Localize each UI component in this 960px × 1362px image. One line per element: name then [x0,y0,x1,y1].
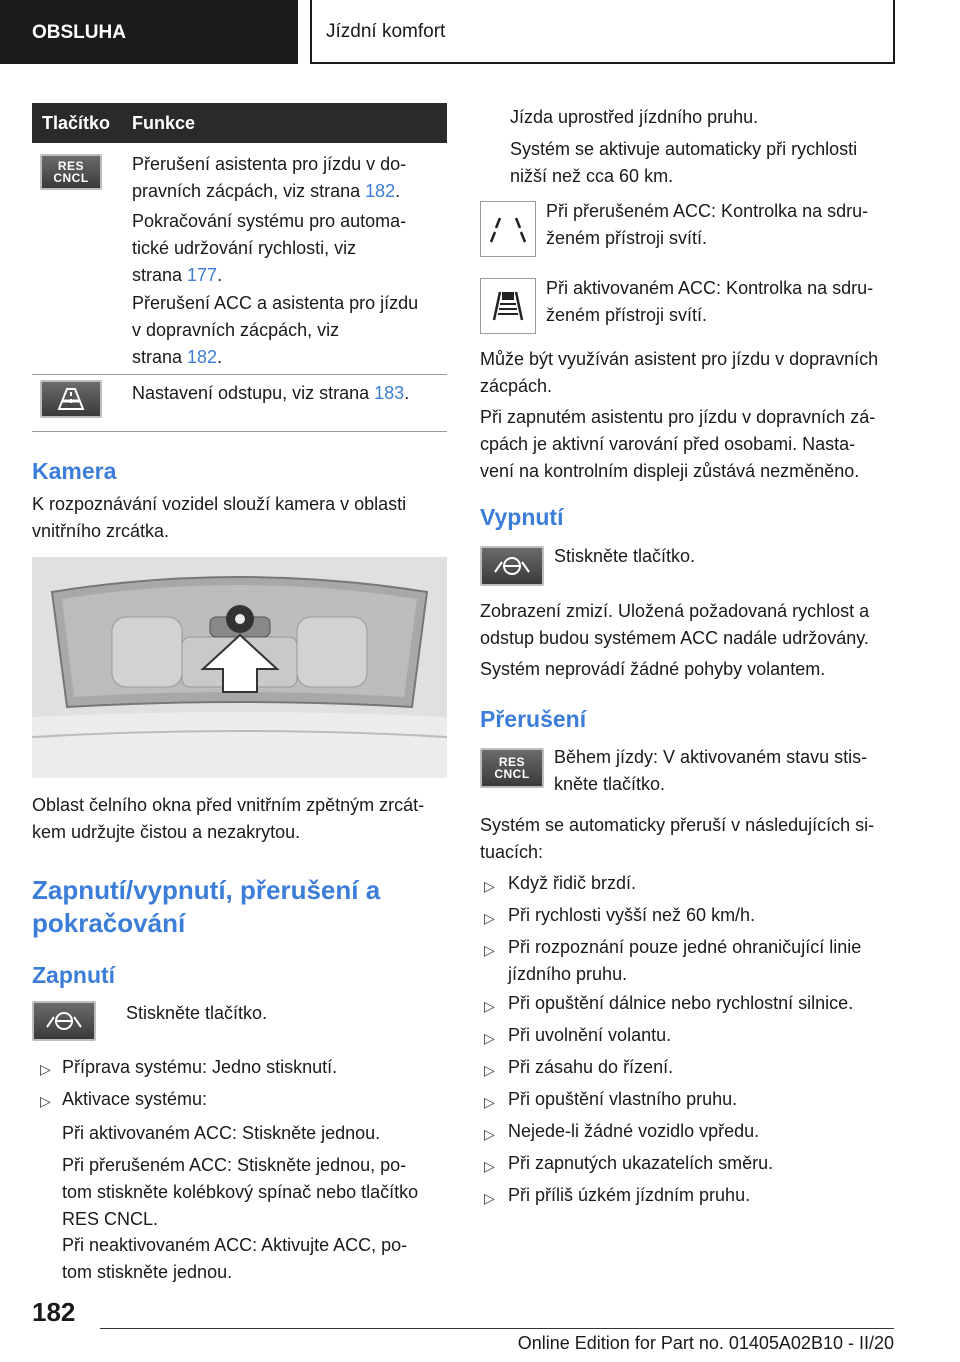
acc-on-button-icon [32,1001,96,1041]
edition-note: Online Edition for Part no. 01405A02B10 - II/20 [517,1333,894,1353]
warning-line: cpách je aktivní varování před osobami. Nasta- [480,434,856,454]
lane-center-text: Jízda uprostřed jízdního pruhu. [510,107,759,127]
res-cncl-button-icon [40,154,102,190]
auto-line: Systém se aktivuje automaticky při rychlosti [510,139,858,159]
row1-line: tické udržování rychlosti, viz [132,238,357,258]
bullet-icon: ▷ [484,1062,495,1078]
heading-on-off [32,874,380,940]
lamp-line: ženém přístroji svítí. [546,228,708,248]
usage-text [480,346,878,400]
caption-line: kem udržujte čistou a nezakrytou. [32,822,301,842]
interrupt-item: Při zapnutých ukazatelích směru. [508,1153,774,1173]
sub-line: tom stiskněte kolébkový spínač nebo tlačítko [62,1182,419,1202]
lamp2-text [546,275,873,329]
interrupt-item: Nejede-li žádné vozidlo vpředu. [508,1121,760,1141]
traffic-assistant-icon [486,286,530,326]
off-line: odstup budou systémem ACC nadále udržovány. [480,628,869,648]
off-line: Zobrazení zmizí. Uložená požadovaná rychlost a [480,601,870,621]
interrupt-item: Při rychlosti vyšší než 60 km/h. [508,905,756,925]
off-press-text: Stiskněte tlačítko. [554,546,696,566]
item-line: jízdního pruhu. [508,964,628,984]
interrupt-item: Při uvolnění volantu. [508,1025,672,1045]
steering-wheel-icon [44,1009,84,1033]
on-item-2-sub2 [62,1152,418,1233]
usage-line: Může být využíván asistent pro jízdu v dopravních [480,349,879,369]
page-link[interactable]: 177 [187,265,218,285]
lamp1-text [546,198,868,252]
item-line: Při rozpoznání pouze jedné ohraničující linie [508,937,862,957]
page-link[interactable]: 182 [187,347,218,367]
chapter-title: Jízdní komfort [310,0,895,64]
table-row2-text: Nastavení odstupu, viz strana 183. [132,383,410,403]
on-item-1: Příprava systému: Jedno stisknutí. [62,1057,338,1077]
heading-vypnuti: Vypnutí [480,504,564,530]
row2-line: Nastavení odstupu, viz strana [132,383,375,403]
sub-line: tom stiskněte jednou. [62,1262,233,1282]
table-row1-text: Přerušení ACC a asistenta pro jízdu v dopravních zácpách, viz strana 182. [132,293,419,367]
on-press-text: Stiskněte tlačítko. [126,1003,268,1023]
camera-caption [32,792,424,846]
col-button-header: Tlačítko [42,113,111,133]
warning-line: Při zapnutém asistentu pro jízdu v dopravních zá- [480,407,876,427]
footer-rule [100,1328,894,1329]
bullet-icon: ▷ [484,1190,495,1206]
col-function-header: Funkce [132,113,196,133]
lamp-line: Při přerušeném ACC: Kontrolka na sdru- [546,201,869,221]
row1-line: Přerušení ACC a asistenta pro jízdu [132,293,419,313]
table-header [32,103,447,143]
bullet-icon: ▷ [484,1094,495,1110]
interrupt-item: Při zásahu do řízení. [508,1057,674,1077]
interrupt-item [508,934,861,988]
row1-line: Přerušení asistenta pro jízdu v do- [132,154,407,174]
caption-line: Oblast čelního okna před vnitřním zpětným zrcát- [32,795,425,815]
interrupt-line: tuacích: [480,842,544,862]
table-bottom-rule [32,431,447,432]
lane-lines-icon [486,212,530,246]
heading-line: pokračování [32,908,186,938]
table-divider [32,374,447,375]
camera-location-illustration [32,557,447,778]
row1-line: pravních zácpách, viz strana [132,181,366,201]
bullet-icon: ▷ [40,1061,51,1077]
interrupt-line: Systém se automaticky přeruší v následujících si- [480,815,875,835]
section-tab: OBSLUHA [0,0,298,64]
res-cncl-label: RES CNCL [494,755,530,781]
camera-line: vnitřního zrcátka. [32,521,170,541]
page-link[interactable]: 183 [374,383,405,403]
bullet-icon: ▷ [484,1030,495,1046]
distance-icon [51,387,91,411]
interrupt-item: Když řidič brzdí. [508,873,637,893]
table-row1-text: Přerušení asistenta pro jízdu v do- pravních zácpách, viz strana 182. [132,154,407,201]
sub-line: RES CNCL. [62,1209,159,1229]
interrupt-item: Při opuštění vlastního pruhu. [508,1089,738,1109]
on-item-2-sub1: Při aktivovaném ACC: Stiskněte jednou. [62,1123,381,1143]
off-steering-text: Systém neprovádí žádné pohyby volantem. [480,659,826,679]
bullet-icon: ▷ [484,1158,495,1174]
row1-line: strana [132,265,188,285]
row1-line: strana [132,347,188,367]
heading-kamera: Kamera [32,458,117,484]
interrupt-item: Při opuštění dálnice nebo rychlostní silnice. [508,993,854,1013]
lamp-line: ženém přístroji svítí. [546,305,708,325]
camera-line: K rozpoznávání vozidel slouží kamera v oblasti [32,494,407,514]
res-cncl-label: RES CNCL [53,159,89,185]
lamp-line: Při aktivovaném ACC: Kontrolka na sdru- [546,278,874,298]
page-link[interactable]: 182 [365,181,396,201]
interrupt-line: kněte tlačítko. [554,774,666,794]
interrupt-item: Při příliš úzkém jízdním pruhu. [508,1185,751,1205]
heading-zapnuti: Zapnutí [32,962,116,988]
sub-line: Při přerušeném ACC: Stiskněte jednou, po- [62,1155,407,1175]
distance-button-icon [40,380,102,418]
bullet-icon: ▷ [484,910,495,926]
bullet-icon: ▷ [40,1093,51,1109]
acc-off-button-icon [480,546,544,586]
bullet-icon: ▷ [484,1126,495,1142]
warning-text [480,404,875,485]
off-result-text [480,598,869,652]
auto-line: nižší než cca 60 km. [510,166,674,186]
usage-line: zácpách. [480,376,553,396]
heading-preruseni: Přerušení [480,706,587,732]
interrupt-line: Během jízdy: V aktivovaném stavu stis- [554,747,868,767]
auto-activate-text [510,136,857,190]
bullet-icon: ▷ [484,942,495,958]
interrupt-press-text [554,744,867,798]
warning-line: vení na kontrolním displeji zůstává nezměněno. [480,461,860,481]
heading-line: Zapnutí/vypnutí, přerušení a [32,875,381,905]
page-number: 182 [32,1297,76,1327]
table-row1-text: Pokračování systému pro automa- tické udržování rychlosti, viz strana 177. [132,211,407,285]
interrupt-auto-text [480,812,874,866]
sub-line: Při neaktivovaném ACC: Aktivujte ACC, po- [62,1235,408,1255]
row1-line: v dopravních zácpách, viz [132,320,340,340]
bullet-icon: ▷ [484,878,495,894]
steering-wheel-icon [492,554,532,578]
res-cncl-button-icon [480,748,544,788]
camera-text [32,491,406,545]
on-item-2: Aktivace systému: [62,1089,208,1109]
on-item-2-sub3 [62,1232,407,1286]
acc-interrupted-indicator [480,201,536,257]
row1-line: Pokračování systému pro automa- [132,211,407,231]
acc-active-indicator [480,278,536,334]
bullet-icon: ▷ [484,998,495,1014]
